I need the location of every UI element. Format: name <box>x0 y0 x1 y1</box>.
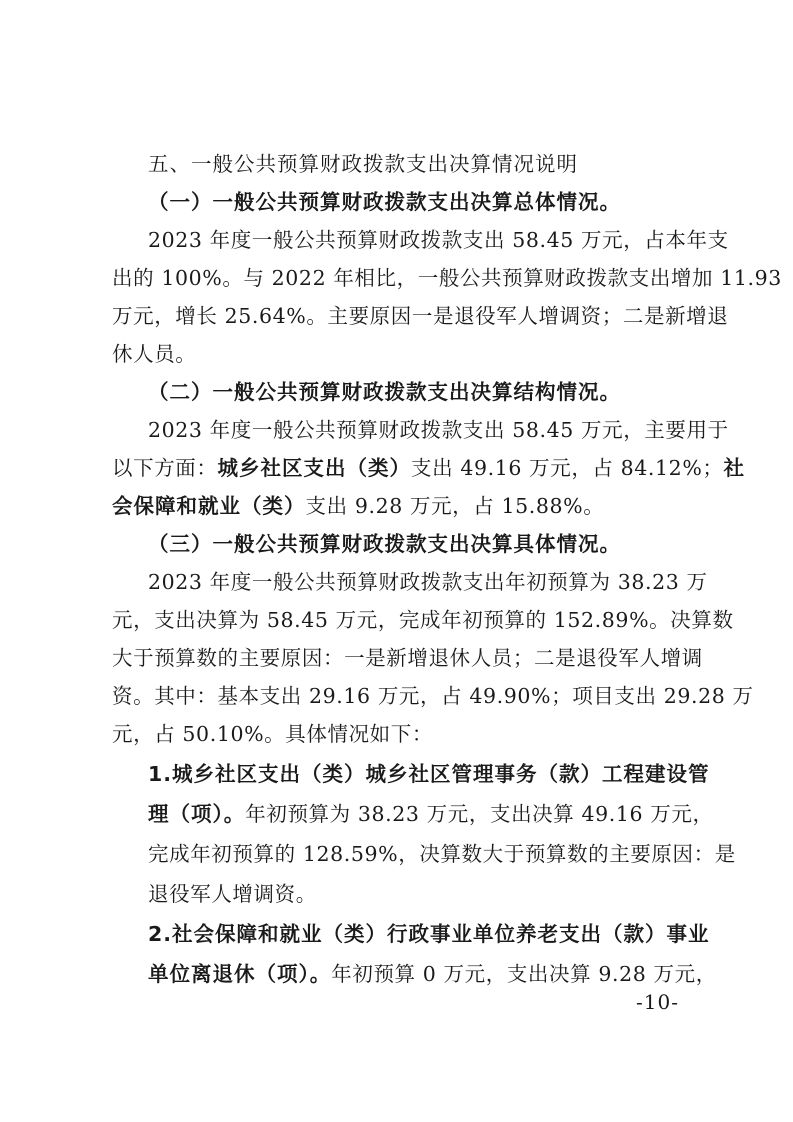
item-1-line-4: 退役军人增调资。 <box>148 882 317 906</box>
paragraph-1-line-2: 出的 100%。与 2022 年相比，一般公共预算财政拨款支出增加 11.93 <box>112 266 782 290</box>
item-1-heading: 1.城乡社区支出（类）城乡社区管理事务（款）工程建设管 <box>148 762 710 786</box>
text-run: 支出 49.16 万元，占 84.12%； <box>411 456 724 480</box>
paragraph-3-line-4: 资。其中：基本支出 29.16 万元，占 49.90%；项目支出 29.28 万 <box>112 684 754 708</box>
text-run: 年初预算为 38.23 万元，支出决算 49.16 万元， <box>245 802 714 826</box>
subsection-3-heading: （三）一般公共预算财政拨款支出决算具体情况。 <box>148 532 621 556</box>
page-number: -10- <box>636 990 679 1014</box>
paragraph-3-line-1: 2023 年度一般公共预算财政拨款支出年初预算为 38.23 万 <box>148 570 708 594</box>
paragraph-1-line-3: 万元，增长 25.64%。主要原因一是退役军人增调资；二是新增退 <box>112 304 729 328</box>
item-1-heading-end: 理（项）。 <box>148 802 246 826</box>
paragraph-3-line-2: 元，支出决算为 58.45 万元，完成年初预算的 152.89%。决算数 <box>112 608 734 632</box>
paragraph-3-line-5: 元，占 50.10%。具体情况如下： <box>112 722 433 746</box>
paragraph-2-line-1: 2023 年度一般公共预算财政拨款支出 58.45 万元，主要用于 <box>148 418 729 442</box>
section-title: 五、一般公共预算财政拨款支出决算情况说明 <box>148 152 578 176</box>
item-2-line-2 <box>148 962 717 986</box>
paragraph-3-line-3: 大于预算数的主要原因：一是新增退休人员；二是退役军人增调 <box>112 646 703 670</box>
text-run: 年初预算 0 万元，支出决算 9.28 万元， <box>331 962 717 986</box>
subsection-1-heading: （一）一般公共预算财政拨款支出决算总体情况。 <box>148 190 621 214</box>
item-1-line-2 <box>148 802 714 826</box>
category-social-security-start: 社 <box>723 456 746 480</box>
paragraph-2-line-3 <box>112 494 694 518</box>
text-run: 以下方面： <box>112 456 218 480</box>
category-social-security: 会保障和就业（类） <box>112 494 306 518</box>
paragraph-1-line-1: 2023 年度一般公共预算财政拨款支出 58.45 万元，占本年支 <box>148 228 729 252</box>
paragraph-2-line-2 <box>112 456 746 480</box>
item-2-heading-end: 单位离退休（项）。 <box>148 962 332 986</box>
item-2-heading: 2.社会保障和就业（类）行政事业单位养老支出（款）事业 <box>148 922 710 946</box>
subsection-2-heading: （二）一般公共预算财政拨款支出决算结构情况。 <box>148 380 621 404</box>
paragraph-1-line-4: 休人员。 <box>112 342 197 366</box>
text-run: 支出 9.28 万元，占 15.88%。 <box>305 494 605 518</box>
category-urban-community: 城乡社区支出（类） <box>217 456 411 480</box>
item-1-line-3: 完成年初预算的 128.59%，决算数大于预算数的主要原因：是 <box>148 842 736 866</box>
